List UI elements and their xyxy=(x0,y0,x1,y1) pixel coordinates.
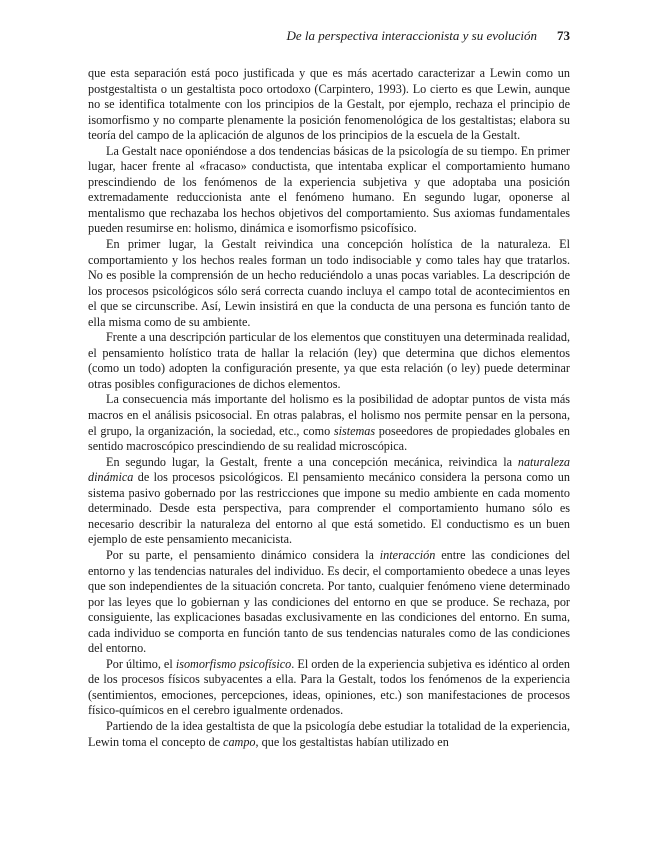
text-run: de los procesos psicológicos. El pensamiento mecánico considera la persona como un sistema pasivo gobernado por las restricciones que impone su medio ambiente en cada momento determinado. Desde esta perspectiva, para comprender el comportamiento humano sólo es necesario describir la naturaleza del entorno al que está sometido. El conductismo es un buen ejemplo de este pensamiento mecanicista. xyxy=(88,470,570,547)
paragraph xyxy=(88,548,570,657)
text-run: poseedores de propiedades globales en sentido macroscópico prescindiendo de su realidad microscópica. xyxy=(88,423,570,454)
text-run: Partiendo de la idea gestaltista de que la psicología debe estudiar la totalidad de la experiencia, Lewin toma el concepto de xyxy=(88,718,570,749)
text-run: En primer lugar, la Gestalt reivindica una concepción holística de la naturaleza. El comportamiento y los hechos reales forman un todo indisociable y como tales hay que tratarlos. No es posible la comprensión de un hecho reduciéndolo a unas pocas variables. La descripción de los procesos psicológicos sólo será correcta cuando incluya el campo total de acontecimientos en el que se circunscribe. Así, Lewin insistirá en que la conducta de una persona es función tanto de ella misma como de su ambiente. xyxy=(88,237,570,329)
paragraph xyxy=(88,657,570,719)
italic-term: naturaleza dinámica xyxy=(88,454,570,485)
italic-term: campo xyxy=(223,734,256,749)
paragraph xyxy=(88,237,570,330)
paragraph xyxy=(88,455,570,548)
text-run: Por último, el xyxy=(106,656,176,671)
body-text xyxy=(88,66,570,750)
text-run: Por su parte, el pensamiento dinámico considera la xyxy=(106,547,380,562)
text-run: . El orden de la experiencia subjetiva es idéntico al orden de los procesos físicos subyacentes a ella. Para la Gestalt, todos los fenómenos de la experiencia (sentimientos, emociones, percepciones, ideas, opiniones, etc.) son manifestaciones de procesos físico-químicos en el cerebro igualmente ordenados. xyxy=(88,656,570,718)
paragraph xyxy=(88,144,570,237)
paragraph xyxy=(88,392,570,454)
running-header xyxy=(88,28,570,48)
text-run: , que los gestaltistas habían utilizado en xyxy=(255,734,449,749)
running-title: De la perspectiva interaccionista y su evolución xyxy=(286,28,537,43)
text-run: En segundo lugar, la Gestalt, frente a una concepción mecánica, reivindica la xyxy=(106,454,518,469)
page-number: 73 xyxy=(557,28,570,43)
paragraph xyxy=(88,66,570,144)
italic-term: sistemas xyxy=(333,423,376,438)
italic-term: isomorfismo psicofísico xyxy=(175,656,292,671)
paragraph xyxy=(88,719,570,750)
italic-term: interacción xyxy=(379,547,436,562)
text-run: entre las condiciones del entorno y las tendencias naturales del individuo. Es decir, el comportamiento obedece a unas leyes que son independientes de la situación concreta. Por tanto, cualquier fenómeno viene determinado por las leyes que lo gobiernan y las condiciones del entorno en que se produce. Se rechaza, por consiguiente, las explicaciones basadas exclusivamente en las condiciones del entorno. En suma, cada individuo se comporta en función tanto de sus tendencias naturales como de las condiciones del entorno. xyxy=(88,547,570,656)
text-run: La Gestalt nace oponiéndose a dos tendencias básicas de la psicología de su tiempo. En primer lugar, hacer frente al «fracaso» conductista, que intentaba explicar el comportamiento humano prescindiendo de los fenómenos de la experiencia subjetiva y que adoptaba una posición extremadamente reduccionista ante el fenómeno humano. En segundo lugar, oponerse al mentalismo que rechazaba los hechos objetivos del comportamiento. Sus axiomas fundamentales pueden resumirse en: holismo, dinámica e isomorfismo psicofísico. xyxy=(88,143,570,236)
text-run: que esta separación está poco justificada y que es más acertado caracterizar a Lewin como un postgestaltista o un gestaltista poco ortodoxo (Carpintero, 1993). Lo cierto es que Lewin, aunque no se identifica totalmente con los principios de la Gestalt, por ejemplo, rechaza el principio de isomorfismo y no comparte plenamente la posición fenomenológica de los gestaltistas; elabora su teoría del campo de la aplicación de algunos de los principios de la escuela de la Gestalt. xyxy=(88,66,570,143)
text-run: Frente a una descripción particular de los elementos que constituyen una determinada realidad, el pensamiento holístico trata de hallar la relación (ley) que determina que dichos elementos (como un todo) adopten la configuración presente, ya que esta relación (o ley) puede determinar otras posibles configuraciones de dichos elementos. xyxy=(88,330,570,391)
paragraph xyxy=(88,330,570,392)
text-run: La consecuencia más importante del holismo es la posibilidad de adoptar puntos de vista más macros en el análisis psicosocial. En otras palabras, el holismo nos permite pensar en la persona, el grupo, la organización, la sociedad, etc., como xyxy=(88,392,570,438)
